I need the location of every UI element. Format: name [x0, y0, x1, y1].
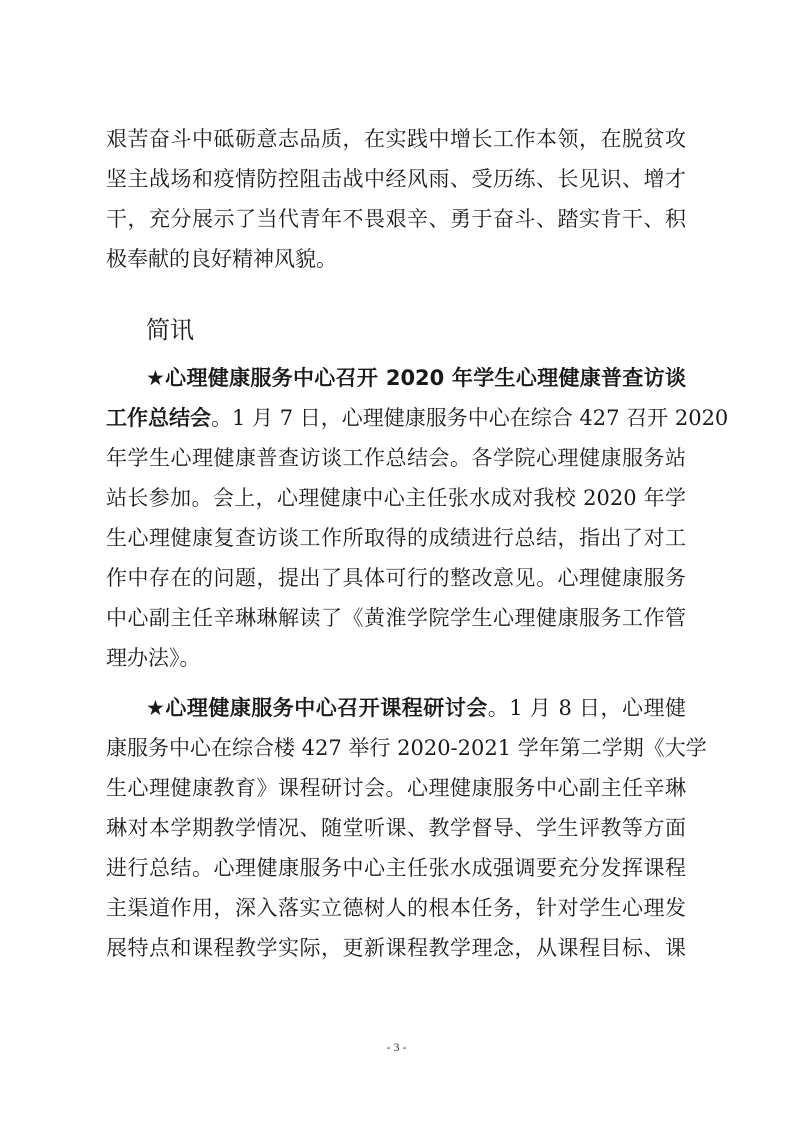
- news-2-line-2: 康服务中心在综合楼 427 举行 2020-2021 学年第二学期《大学: [106, 736, 707, 760]
- news-1-line-5: 生心理健康复查访谈工作所取得的成绩进行总结，指出了对工: [106, 526, 686, 550]
- news-2-line-1: [146, 695, 686, 721]
- page-number: - 3 -: [386, 1040, 407, 1054]
- news-1-line-6: 作中存在的问题，提出了具体可行的整改意见。心理健康服务: [106, 566, 686, 590]
- news-1-line-4: 站长参加。会上，心理健康中心主任张水成对我校 2020 年学: [106, 486, 686, 510]
- news-2-line-7: 展特点和课程教学实际，更新课程教学理念，从课程目标、课: [106, 936, 686, 960]
- news-2-line-3: 生心理健康教育》课程研讨会。心理健康服务中心副主任辛琳: [106, 776, 686, 800]
- intro-line-1: 艰苦奋斗中砥砺意志品质，在实践中增长工作本领，在脱贫攻: [106, 127, 686, 151]
- news-1-title-line-1: ★心理健康服务中心召开 2020 年学生心理健康普查访谈: [146, 366, 686, 390]
- intro-line-2: 坚主战场和疫情防控阻击战中经风雨、受历练、长见识、增才: [106, 167, 686, 191]
- news-1-line-8: 理办法》。: [106, 646, 201, 670]
- news-2-line-4: 琳对本学期教学情况、随堂听课、教学督导、学生评教等方面: [106, 816, 686, 840]
- news-2-title: ★心理健康服务中心召开课程研讨会: [146, 696, 488, 720]
- news-1-line-7: 中心副主任辛琳琳解读了《黄淮学院学生心理健康服务工作管: [106, 606, 686, 630]
- intro-line-3: 干，充分展示了当代青年不畏艰辛、勇于奋斗、踏实肯干、积: [106, 207, 686, 231]
- intro-line-4: 极奉献的良好精神风貌。: [106, 247, 337, 271]
- news-2-line-6: 主渠道作用，深入落实立德树人的根本任务，针对学生心理发: [106, 896, 686, 920]
- news-2-line-5: 进行总结。心理健康服务中心主任张水成强调要充分发挥课程: [106, 856, 686, 880]
- news-2-text-start: 。1 月 8 日，心理健: [487, 696, 687, 720]
- news-1-line-3: 年学生心理健康普查访谈工作总结会。各学院心理健康服务站: [106, 446, 686, 470]
- news-1-line-2: [106, 405, 729, 431]
- news-1-title-line-2: 工作总结会: [106, 406, 211, 430]
- section-heading: 简讯: [146, 316, 194, 344]
- news-1-text-start: 。1 月 7 日，心理健康服务中心在综合 427 召开 2020: [211, 406, 729, 430]
